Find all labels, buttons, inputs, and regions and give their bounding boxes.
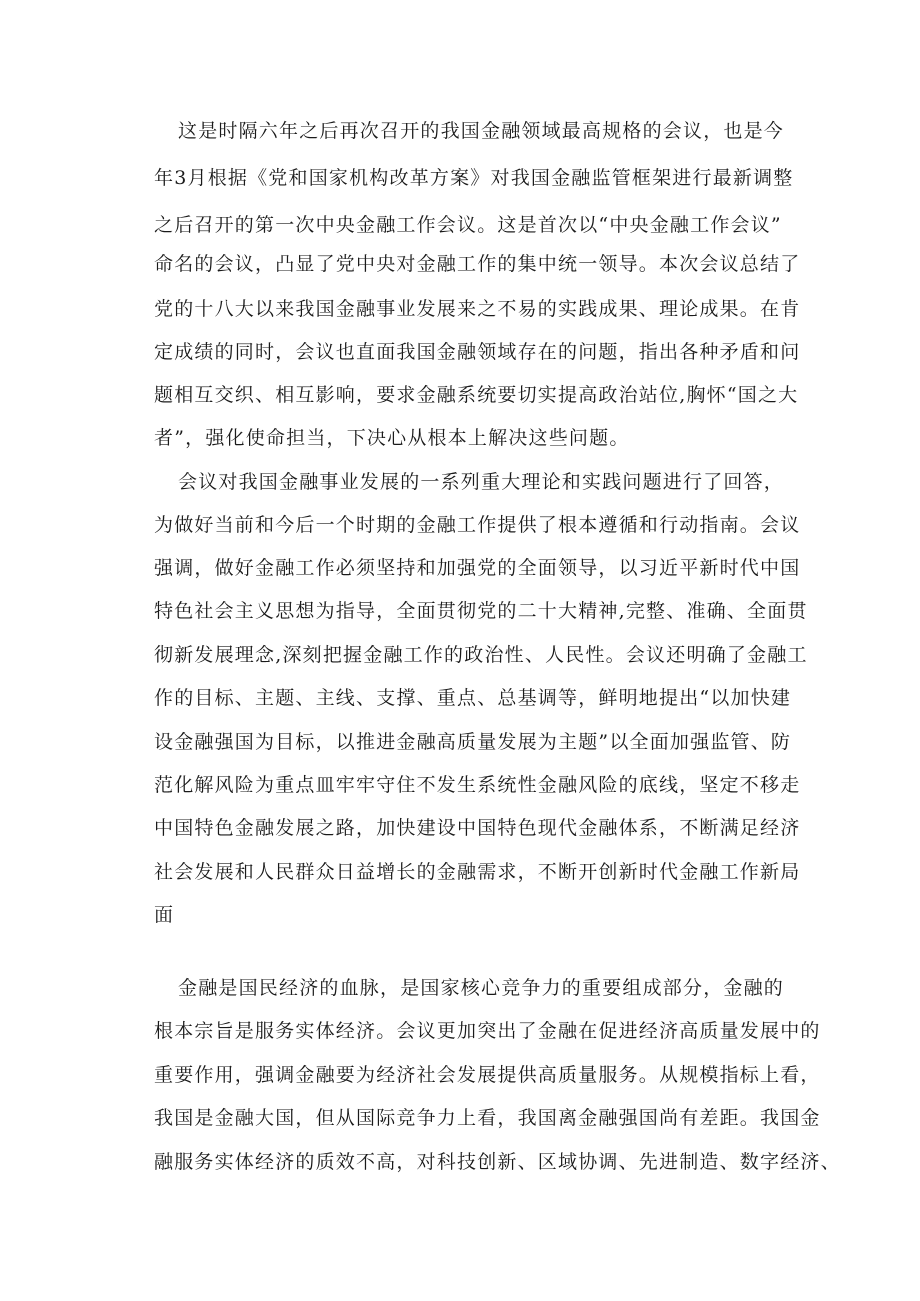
- paragraph-1-line-3: 之后召开的第一次中央金融工作会议。这是首次以“中央金融工作会议”: [154, 214, 782, 236]
- paragraph-1-line-5: 党的十八大以来我国金融事业发展来之不易的实践成果、理论成果。在肯: [154, 298, 801, 320]
- paragraph-3-line-2: 根本宗旨是服务实体经济。会议更加突出了金融在促进经济高质量发展中的: [154, 1020, 821, 1042]
- paragraph-2-line-1: 会议对我国金融事业发展的一系列重大理论和实践问题进行了回答，: [178, 471, 785, 493]
- paragraph-1-line-2: 年3月根据《党和国家机构改革方案》对我国金融监管框架进行最新调整: [154, 167, 794, 189]
- paragraph-1-line-1: 这是时隔六年之后再次召开的我国金融领域最高规格的会议，也是今: [178, 120, 785, 142]
- paragraph-2-line-10: 社会发展和人民群众日益增长的金融需求，不断开创新时代金融工作新局: [154, 861, 801, 883]
- paragraph-3-line-3: 重要作用，强调金融要为经济社会发展提供高质量服务。从规模指标上看，: [154, 1064, 821, 1086]
- paragraph-2-line-3: 强调，做好金融工作必须坚持和加强党的全面领导，以习近平新时代中国: [154, 557, 801, 579]
- paragraph-2-line-4: 特色社会主义思想为指导，全面贯彻党的二十大精神,完整、准确、全面贯: [154, 600, 808, 622]
- paragraph-3-line-1: 金融是国民经济的血脉，是国家核心竞争力的重要组成部分，金融的: [178, 977, 785, 999]
- paragraph-3-line-4: 我国是金融大国，但从国际竞争力上看，我国离金融强国尚有差距。我国金: [154, 1107, 821, 1129]
- paragraph-3-line-5: 融服务实体经济的质效不高，对科技创新、区域协调、先进制造、数字经济、: [154, 1151, 841, 1173]
- paragraph-1-line-6: 定成绩的同时，会议也直面我国金融领域存在的问题，指出各种矛盾和问: [154, 341, 801, 363]
- paragraph-2-line-11: 面: [154, 904, 175, 926]
- paragraph-2-line-7: 设金融强国为目标，以推进金融高质量发展为主题”以全面加强监管、防: [154, 731, 792, 753]
- paragraph-2-line-6: 作的目标、主题、主线、支撑、重点、总基调等，鲜明地提出“以加快建: [154, 687, 792, 709]
- paragraph-2-line-5: 彻新发展理念,深刻把握金融工作的政治性、人民性。会议还明确了金融工: [154, 644, 808, 666]
- paragraph-2-line-2: 为做好当前和今后一个时期的金融工作提供了根本遵循和行动指南。会议: [154, 514, 801, 536]
- paragraph-1-line-4: 命名的会议，凸显了党中央对金融工作的集中统一领导。本次会议总结了: [154, 253, 801, 275]
- paragraph-2-line-9: 中国特色金融发展之路，加快建设中国特色现代金融体系，不断满足经济: [154, 817, 801, 839]
- paragraph-1-line-7: 题相互交织、相互影响，要求金融系统要切实提高政治站位,胸怀“国之大: [154, 384, 799, 406]
- paragraph-1-line-8: 者”，强化使命担当，下决心从根本上解决这些问题。: [154, 427, 630, 449]
- paragraph-2-line-8: 范化解风险为重点皿牢牢守住不发生系统性金融风险的底线，坚定不移走: [154, 774, 801, 796]
